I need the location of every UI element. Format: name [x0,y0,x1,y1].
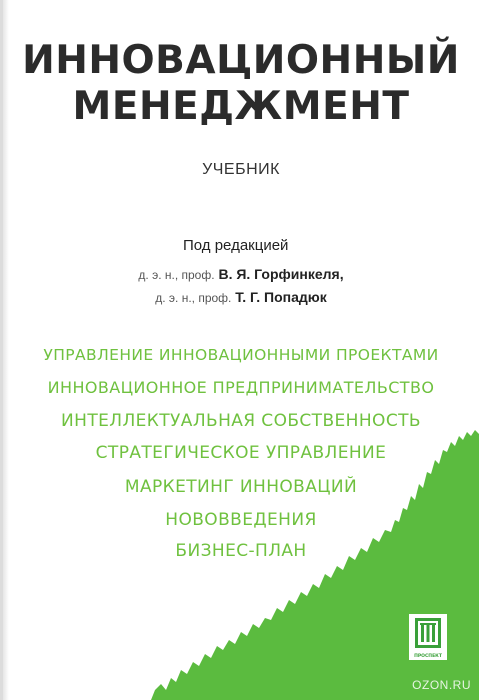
book-subtitle: УЧЕБНИК [202,161,280,178]
editors-label: Под редакцией [183,237,289,254]
editor-degree: д. э. н., проф. [155,291,232,305]
topic-item: БИЗНЕС-ПЛАН [175,541,307,561]
editor-line-2 [3,289,479,305]
editor-degree: д. э. н., проф. [138,268,215,282]
topic-item: СТРАТЕГИЧЕСКОЕ УПРАВЛЕНИЕ [95,443,387,463]
topic-item: ИНТЕЛЛЕКТУАЛЬНАЯ СОБСТВЕННОСТЬ [61,411,421,431]
book-title-line-1: ИННОВАЦИОННЫЙ [22,38,460,83]
editor-name: В. Я. Горфинкеля, [218,266,344,282]
publisher-logo [409,614,447,660]
topic-item: УПРАВЛЕНИЕ ИННОВАЦИОННЫМИ ПРОЕКТАМИ [43,346,439,364]
editor-name: Т. Г. Попадюк [235,289,327,305]
watermark: OZON.RU [412,678,471,692]
book-title-line-2: МЕНЕДЖМЕНТ [72,84,410,129]
topic-item: НОВОВВЕДЕНИЯ [165,510,317,530]
editor-line-1 [3,266,479,282]
prospekt-logo-icon [409,614,447,652]
topic-item: ИННОВАЦИОННОЕ ПРЕДПРИНИМАТЕЛЬСТВО [47,378,435,397]
publisher-logo-text: ПРОСПЕКТ [414,654,442,659]
book-cover [3,0,479,700]
topic-item: МАРКЕТИНГ ИННОВАЦИЙ [124,477,358,497]
